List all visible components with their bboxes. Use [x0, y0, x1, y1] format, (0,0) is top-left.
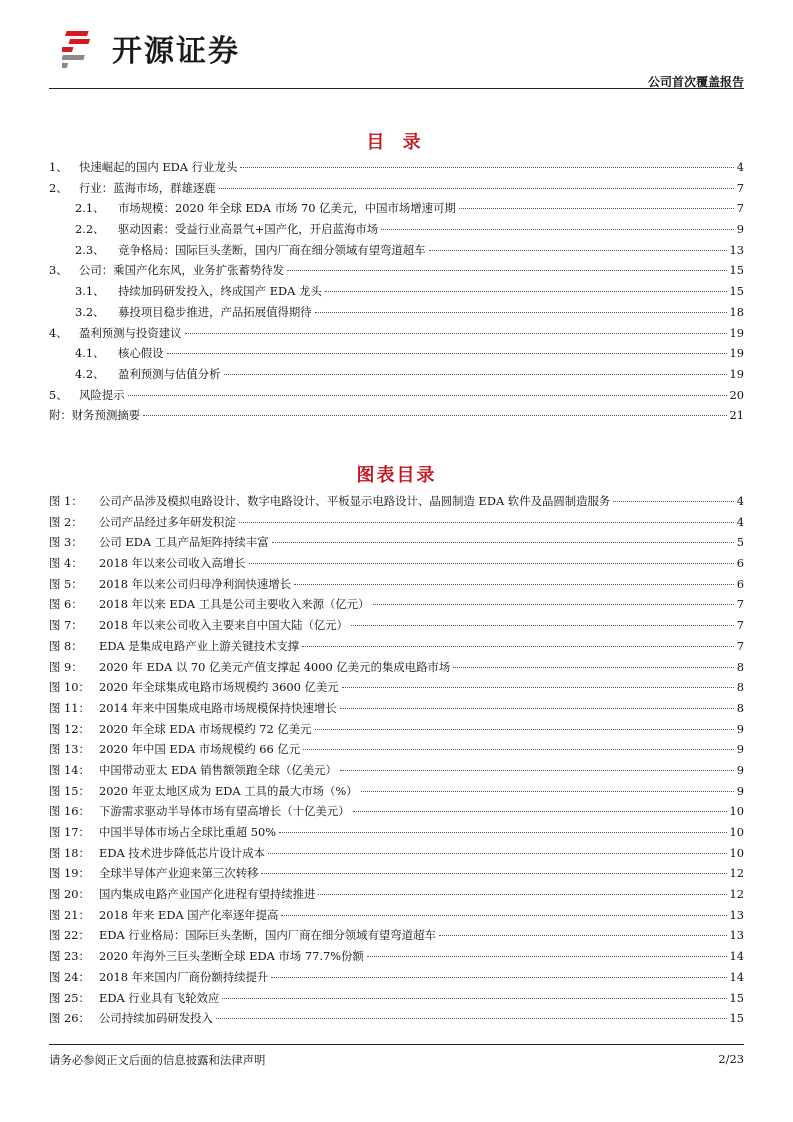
toc-entry[interactable]: [49, 221, 744, 242]
entry-number: 图 9：: [49, 659, 83, 674]
entry-number: 图 15：: [49, 783, 90, 798]
toc-entry[interactable]: [49, 325, 744, 346]
entry-page-number: 4: [736, 160, 744, 174]
figure-entry[interactable]: [49, 555, 744, 576]
entry-number: 5、: [49, 387, 68, 402]
entry-page-number: 10: [729, 845, 744, 860]
dot-leader: [302, 646, 734, 647]
entry-label: 驱动因素：受益行业高景气+国产化，开启蓝海市场: [118, 222, 379, 237]
dot-leader: [303, 749, 734, 750]
figure-entry[interactable]: [49, 534, 744, 555]
entry-number: 图 24：: [49, 969, 90, 984]
entry-page-number: 15: [729, 284, 744, 299]
dot-leader: [315, 729, 734, 730]
entry-text: [49, 659, 450, 675]
entry-page-number: 8: [736, 680, 744, 695]
entry-text: [49, 576, 291, 592]
figure-entry[interactable]: [49, 845, 744, 866]
entry-page-number: 15: [729, 1011, 744, 1026]
dot-leader: [239, 522, 734, 523]
entry-label: 2020 年亚太地区成为 EDA 工具的最大市场（%）: [99, 783, 358, 798]
toc-entry[interactable]: [49, 200, 744, 221]
dot-leader: [439, 935, 727, 936]
entry-page-number: 5: [736, 535, 744, 550]
entry-label: 2018 年以来 EDA 工具是公司主要收入来源（亿元）: [99, 597, 370, 612]
figure-entry[interactable]: [49, 824, 744, 845]
figure-entry[interactable]: [49, 969, 744, 990]
entry-label: 竞争格局：国际巨头垄断，国内厂商在细分领域有望弯道超车: [118, 242, 426, 257]
entry-label: 行业：蓝海市场，群雄逐鹿: [79, 180, 216, 195]
entry-label: 2018 年以来公司收入高增长: [99, 556, 246, 571]
entry-label: 2020 年全球集成电路市场规模约 3600 亿美元: [99, 680, 339, 695]
entry-label: 2014 年来中国集成电路市场规模保持快速增长: [99, 700, 337, 715]
entry-label: 2020 年 EDA 以 70 亿美元产值支撑起 4000 亿美元的集成电路市场: [99, 659, 451, 674]
figure-entry[interactable]: [49, 741, 744, 762]
toc-entry[interactable]: [49, 407, 744, 428]
dot-leader: [272, 542, 734, 543]
entry-text: [49, 325, 182, 341]
entry-page-number: 8: [736, 700, 744, 715]
entry-text: [49, 845, 265, 861]
entry-page-number: 8: [736, 659, 744, 674]
footer-divider: [49, 1044, 744, 1045]
entry-number: 图 5：: [49, 576, 83, 591]
entry-label: 持续加码研发投入，终成国产 EDA 龙头: [118, 284, 322, 299]
entry-page-number: 10: [729, 825, 744, 839]
toc-entry[interactable]: [49, 304, 744, 325]
toc-entry[interactable]: [49, 366, 744, 387]
entry-number: 图 11：: [49, 700, 90, 715]
toc-entry[interactable]: [49, 242, 744, 263]
figures-title: 图表目录: [356, 465, 437, 486]
footer-disclaimer: 请务必参阅正文后面的信息披露和法律声明: [49, 1053, 266, 1067]
toc-entry[interactable]: [49, 180, 744, 201]
dot-leader: [453, 667, 733, 668]
entry-text: [49, 783, 358, 799]
dot-leader: [353, 811, 727, 812]
dot-leader: [222, 998, 726, 999]
entry-number: 2.2、: [75, 222, 105, 237]
entry-label: 附：财务预测摘要: [49, 408, 141, 423]
entry-label: EDA 技术进步降低芯片设计成本: [99, 845, 265, 860]
entry-text: [49, 1010, 213, 1026]
entry-page-number: 9: [736, 742, 744, 757]
entry-text: [49, 865, 258, 881]
entry-page-number: 7: [736, 618, 744, 633]
entry-label: 公司：乘国产化东风，业务扩张蓄势待发: [79, 263, 285, 278]
toc-entry[interactable]: [49, 387, 744, 408]
figure-entry[interactable]: [49, 907, 744, 928]
entry-number: 3、: [49, 263, 68, 278]
entry-page-number: 18: [729, 304, 744, 319]
entry-label: 2020 年海外三巨头垄断全球 EDA 市场 77.7%份额: [99, 949, 364, 964]
entry-text: [49, 638, 299, 654]
entry-number: 图 12：: [49, 721, 90, 736]
figure-entry[interactable]: [49, 803, 744, 824]
entry-page-number: 9: [736, 762, 744, 777]
logo-mark-icon: [62, 27, 102, 69]
entry-page-number: 19: [729, 325, 744, 340]
entry-number: 图 23：: [49, 949, 90, 964]
dot-leader: [429, 250, 727, 251]
toc-list: [49, 159, 744, 428]
toc-entry[interactable]: [49, 345, 744, 366]
entry-label: 2018 年来国内厂商份额持续提升: [99, 969, 269, 984]
report-type-label: 公司首次覆盖报告: [647, 75, 744, 89]
entry-label: 2020 年全球 EDA 市场规模约 72 亿美元: [99, 721, 312, 736]
entry-text: [75, 304, 312, 320]
entry-page-number: 14: [729, 949, 744, 964]
dot-leader: [294, 584, 734, 585]
entry-label: 核心假设: [118, 346, 164, 361]
dot-leader: [340, 770, 734, 771]
entry-text: [49, 387, 125, 403]
entry-number: 图 3：: [49, 535, 83, 550]
entry-number: 图 17：: [49, 825, 90, 839]
entry-text: [49, 407, 140, 423]
figure-entry[interactable]: [49, 514, 744, 535]
entry-label: 下游需求驱动半导体市场有望高增长（十亿美元）: [99, 804, 350, 819]
entry-label: 2018 年来 EDA 国产化率逐年提高: [99, 907, 279, 922]
entry-text: [75, 345, 164, 361]
dot-leader: [240, 167, 734, 168]
dot-leader: [459, 208, 734, 209]
entry-label: 国内集成电路产业国产化进程有望持续推进: [99, 887, 316, 902]
dot-leader: [185, 333, 727, 334]
entry-number: 图 7：: [49, 618, 83, 633]
entry-number: 图 13：: [49, 742, 90, 757]
entry-number: 4.1、: [75, 346, 105, 361]
entry-text: [49, 617, 348, 633]
entry-text: [49, 180, 216, 196]
entry-label: 公司产品经过多年研发积淀: [99, 514, 236, 529]
entry-number: 图 20：: [49, 887, 90, 902]
figure-entry[interactable]: [49, 659, 744, 680]
entry-text: [49, 990, 219, 1006]
entry-label: 全球半导体产业迎来第三次转移: [99, 866, 259, 881]
entry-number: 图 26：: [49, 1011, 90, 1026]
entry-number: 图 8：: [49, 638, 83, 653]
entry-text: [49, 514, 236, 530]
entry-label: 盈利预测与估值分析: [118, 366, 221, 381]
entry-label: 募投项目稳步推进，产品拓展值得期待: [118, 304, 312, 319]
toc-entry[interactable]: [49, 262, 744, 283]
entry-text: [49, 907, 278, 923]
figure-entry[interactable]: [49, 638, 744, 659]
figure-entry[interactable]: [49, 762, 744, 783]
entry-text: [49, 493, 610, 509]
entry-page-number: 6: [736, 576, 744, 591]
entry-number: 图 10：: [49, 680, 90, 695]
entry-page-number: 10: [729, 804, 744, 819]
entry-label: 快速崛起的国内 EDA 行业龙头: [79, 160, 238, 174]
figure-entry[interactable]: [49, 700, 744, 721]
figure-entry[interactable]: [49, 783, 744, 804]
entry-number: 图 18：: [49, 845, 90, 860]
dot-leader: [318, 894, 726, 895]
entry-page-number: 7: [736, 638, 744, 653]
dot-leader: [128, 395, 727, 396]
entry-text: [49, 927, 436, 943]
entry-label: 2018 年以来公司收入主要来自中国大陆（亿元）: [99, 618, 349, 633]
dot-leader: [261, 873, 726, 874]
dot-leader: [361, 791, 734, 792]
entry-label: 中国带动亚太 EDA 销售额领跑全球（亿美元）: [99, 762, 337, 777]
dot-leader: [219, 188, 734, 189]
entry-text: [49, 721, 312, 737]
entry-number: 2.1、: [75, 201, 105, 216]
dot-leader: [367, 956, 727, 957]
figure-entry[interactable]: [49, 948, 744, 969]
entry-page-number: 19: [729, 346, 744, 361]
toc-entry[interactable]: [49, 159, 744, 180]
entry-label: 2018 年以来公司归母净利润快速增长: [99, 576, 292, 591]
entry-number: 图 16：: [49, 804, 90, 819]
entry-page-number: 9: [736, 721, 744, 736]
entry-number: 3.2、: [75, 304, 105, 319]
figure-entry[interactable]: [49, 1010, 744, 1031]
entry-page-number: 13: [729, 928, 744, 943]
entry-text: [49, 969, 268, 985]
entry-number: 3.1、: [75, 284, 105, 299]
entry-label: 公司持续加码研发投入: [99, 1011, 213, 1026]
dot-leader: [279, 832, 726, 833]
entry-number: 图 25：: [49, 990, 90, 1005]
entry-text: [49, 824, 276, 840]
dot-leader: [224, 374, 727, 375]
entry-number: 2.3、: [75, 242, 105, 257]
figure-entry[interactable]: [49, 596, 744, 617]
entry-page-number: 9: [736, 783, 744, 798]
entry-page-number: 4: [736, 514, 744, 529]
entry-page-number: 15: [729, 263, 744, 278]
entry-text: [49, 679, 339, 695]
entry-number: 图 22：: [49, 928, 90, 943]
entry-text: [49, 159, 237, 175]
dot-leader: [351, 625, 734, 626]
dot-leader: [249, 563, 734, 564]
dot-leader: [143, 415, 726, 416]
entry-page-number: 4: [736, 494, 744, 508]
entry-page-number: 9: [736, 222, 744, 237]
entry-text: [75, 221, 378, 237]
entry-page-number: 7: [736, 180, 744, 195]
entry-number: 图 1：: [49, 494, 83, 508]
entry-label: EDA 是集成电路产业上游关键技术支撑: [99, 638, 300, 653]
dot-leader: [613, 501, 733, 502]
entry-label: 2020 年中国 EDA 市场规模约 66 亿元: [99, 742, 301, 757]
entry-number: 1、: [49, 160, 68, 174]
figure-entry[interactable]: [49, 721, 744, 742]
page-number: 2/23: [718, 1052, 744, 1066]
dot-leader: [281, 915, 726, 916]
figure-entry[interactable]: [49, 493, 744, 514]
entry-label: 市场规模：2020 年全球 EDA 市场 70 亿美元，中国市场增速可期: [118, 201, 456, 216]
entry-text: [49, 762, 337, 778]
entry-number: 4.2、: [75, 366, 105, 381]
entry-number: 2、: [49, 180, 68, 195]
entry-number: 图 14：: [49, 762, 90, 777]
entry-text: [75, 366, 221, 382]
dot-leader: [287, 270, 726, 271]
entry-label: EDA 行业具有飞轮效应: [99, 990, 220, 1005]
entry-text: [49, 741, 300, 757]
entry-text: [49, 555, 246, 571]
entry-label: 盈利预测与投资建议: [79, 325, 182, 340]
dot-leader: [325, 291, 727, 292]
figure-entry[interactable]: [49, 927, 744, 948]
figure-entry[interactable]: [49, 886, 744, 907]
logo-text: 开源证券: [112, 34, 240, 69]
entry-page-number: 15: [729, 990, 744, 1005]
entry-text: [49, 803, 350, 819]
dot-leader: [381, 229, 734, 230]
dot-leader: [342, 687, 734, 688]
entry-page-number: 13: [729, 242, 744, 257]
entry-label: EDA 行业格局：国际巨头垄断，国内厂商在细分领域有望弯道超车: [99, 928, 436, 943]
figure-entry[interactable]: [49, 990, 744, 1011]
entry-page-number: 7: [736, 201, 744, 216]
entry-text: [75, 242, 426, 258]
entry-text: [49, 534, 269, 550]
entry-page-number: 12: [729, 866, 744, 881]
entry-label: 风险提示: [79, 387, 125, 402]
dot-leader: [340, 708, 734, 709]
entry-page-number: 12: [729, 887, 744, 902]
entry-page-number: 21: [729, 408, 744, 423]
dot-leader: [167, 353, 727, 354]
entry-text: [49, 700, 337, 716]
entry-label: 公司 EDA 工具产品矩阵持续丰富: [99, 535, 269, 550]
dot-leader: [271, 977, 726, 978]
entry-number: 图 4：: [49, 556, 83, 571]
figure-entry[interactable]: [49, 617, 744, 638]
dot-leader: [268, 853, 727, 854]
entry-number: 图 21：: [49, 907, 90, 922]
entry-label: 公司产品涉及模拟电路设计、数字电路设计、平板显示电路设计、晶圆制造 EDA 软件及晶圆制造服务: [99, 494, 611, 508]
entry-number: 图 6：: [49, 597, 83, 612]
entry-number: 图 19：: [49, 866, 90, 881]
entry-page-number: 19: [729, 366, 744, 381]
entry-page-number: 20: [729, 387, 744, 402]
entry-text: [49, 596, 370, 612]
entry-text: [75, 200, 456, 216]
entry-page-number: 13: [729, 907, 744, 922]
figure-entry[interactable]: [49, 576, 744, 597]
page-header: [0, 0, 793, 90]
dot-leader: [216, 1018, 727, 1019]
figures-list: [49, 493, 744, 1031]
figure-entry[interactable]: [49, 865, 744, 886]
toc-title: 目 录: [366, 132, 427, 153]
figure-entry[interactable]: [49, 679, 744, 700]
dot-leader: [315, 312, 727, 313]
entry-text: [49, 948, 364, 964]
entry-number: 图 2：: [49, 514, 83, 529]
entry-page-number: 14: [729, 969, 744, 984]
toc-entry[interactable]: [49, 283, 744, 304]
dot-leader: [373, 604, 734, 605]
entry-page-number: 7: [736, 597, 744, 612]
entry-text: [49, 886, 315, 902]
entry-text: [49, 262, 284, 278]
entry-label: 中国半导体市场占全球比重超 50%: [99, 825, 277, 839]
header-divider: [49, 88, 744, 89]
company-logo: [62, 26, 240, 70]
entry-page-number: 6: [736, 556, 744, 571]
entry-number: 4、: [49, 325, 68, 340]
entry-text: [75, 283, 322, 299]
